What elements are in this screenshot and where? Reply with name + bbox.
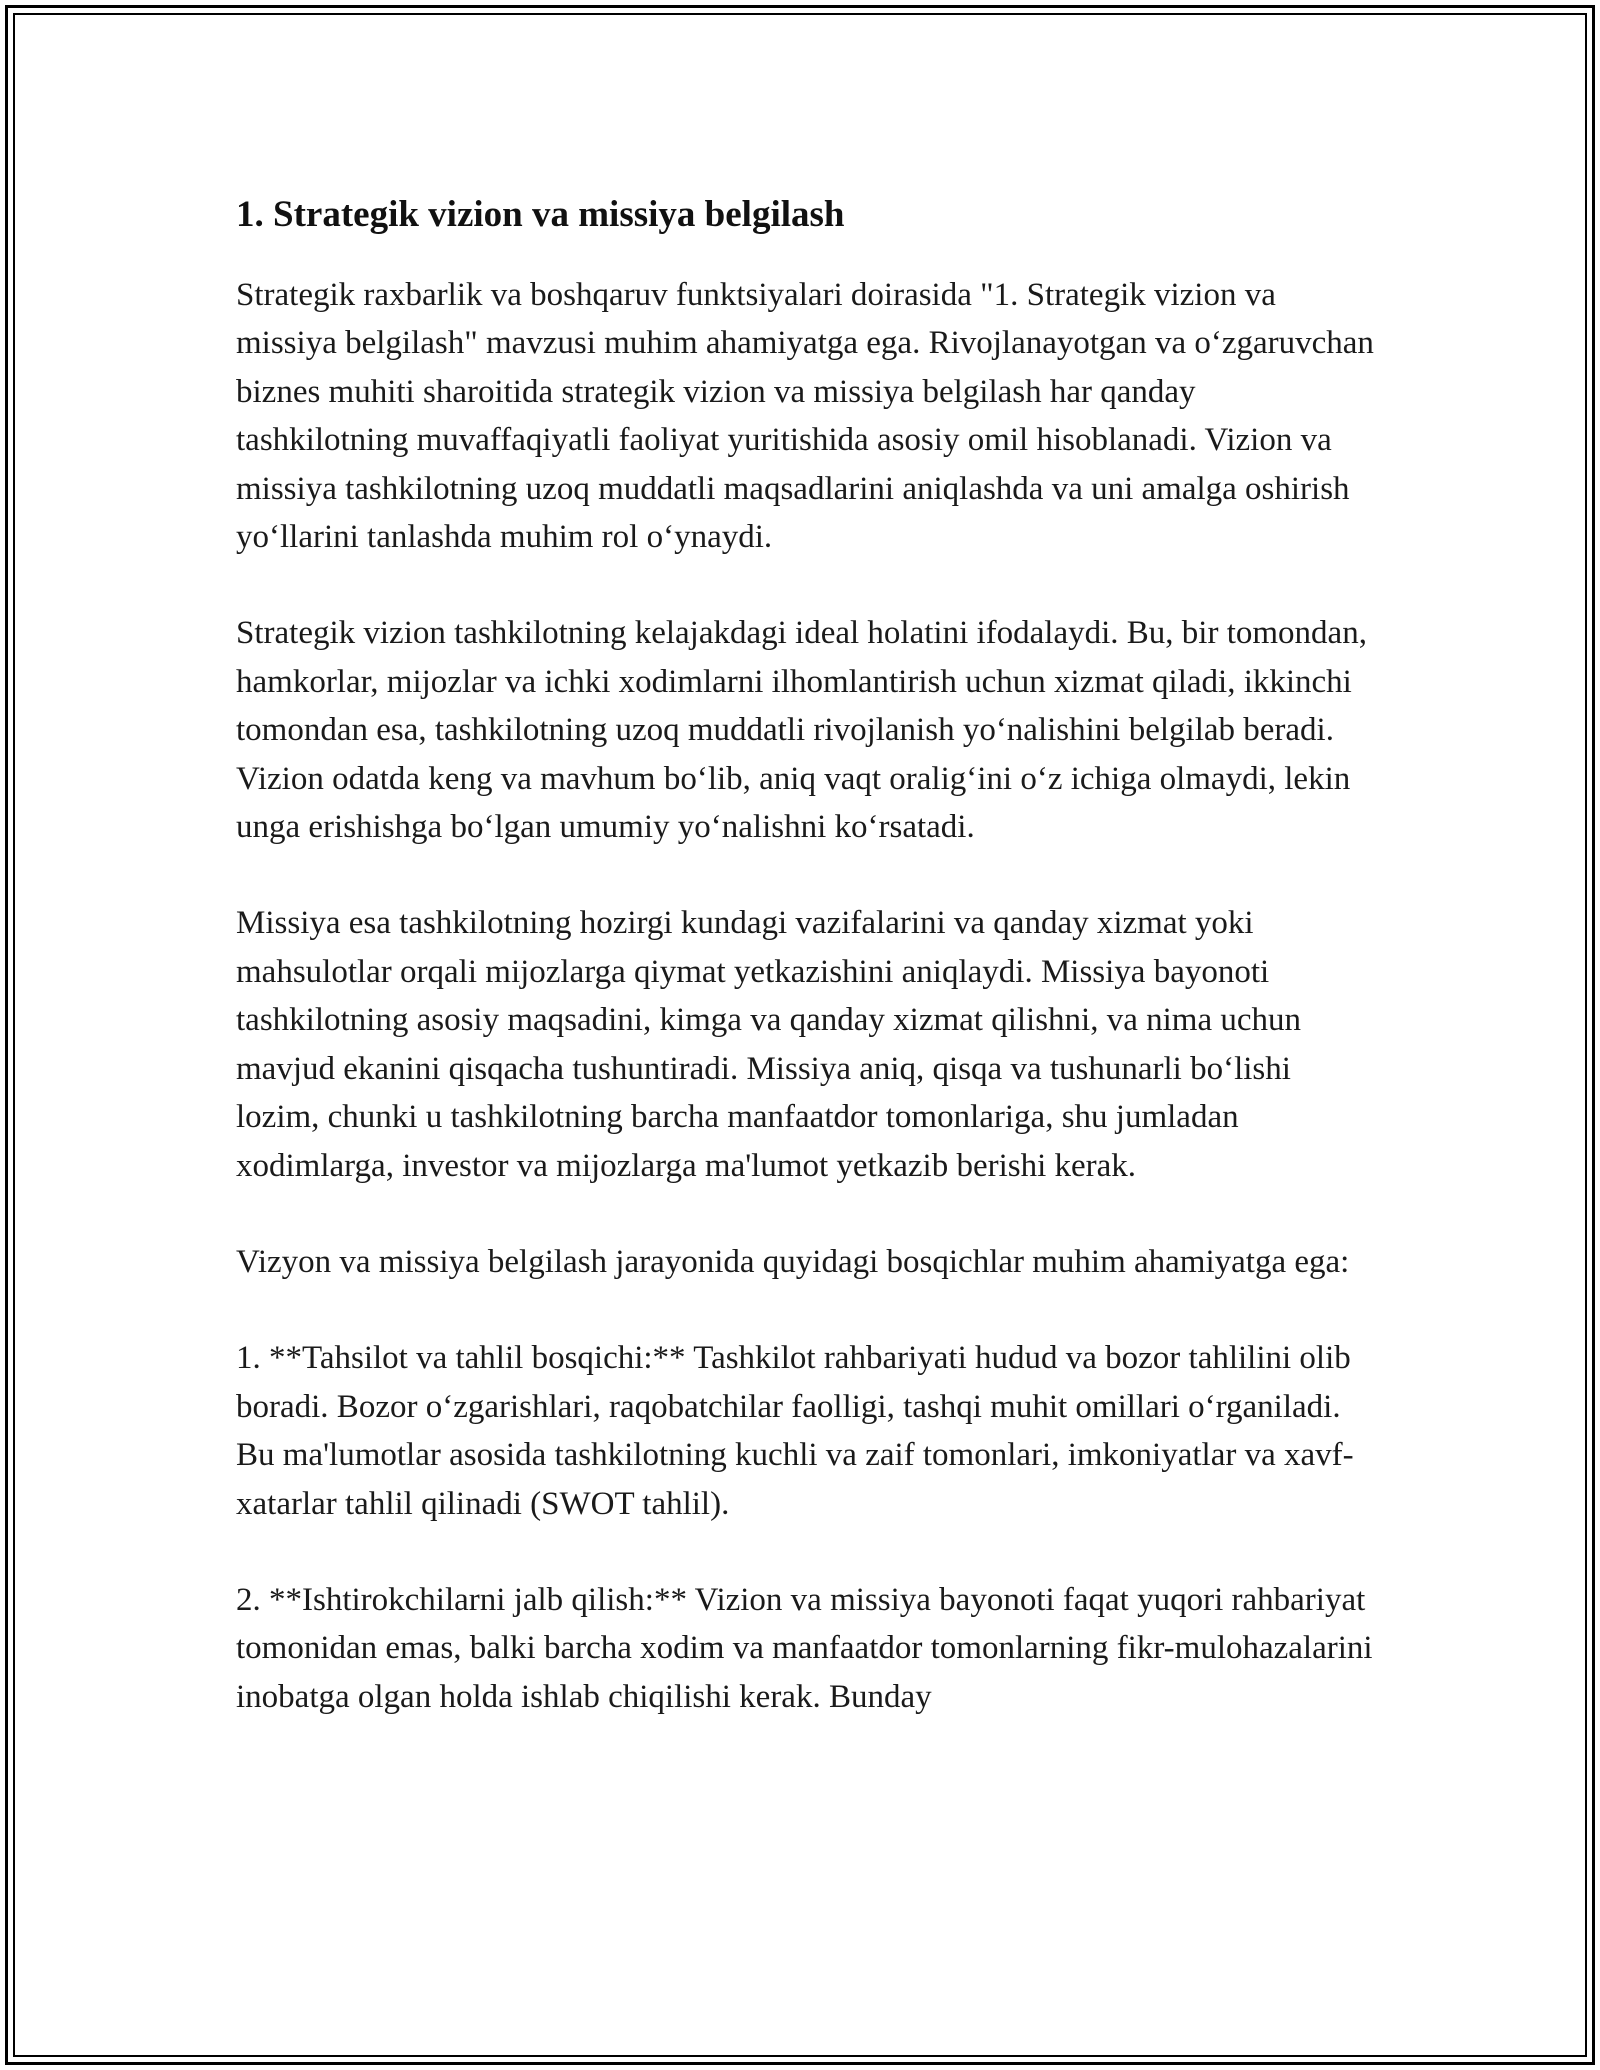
- paragraph-intro: Strategik raxbarlik va boshqaruv funktsiyalari doirasida "1. Strategik vizion va missiya belgilash" mavzusi muhim ahamiyatga ega. Rivojlanayotgan va o‘zgaruvchan biznes muhiti sharoitida strategik vizion va missiya belgilash har qanday tashkilotning muvaffaqiyatli faoliyat yuritishida asosiy omil hisoblanadi. Vizion va missiya tashkilotning uzoq muddatli maqsadlarini aniqlashda va uni amalga oshirish yo‘llarini tanlashda muhim rol o‘ynaydi.: [236, 277, 1374, 556]
- list-item-analysis-stage: 1. **Tahsilot va tahlil bosqichi:** Tashkilot rahbariyati hudud va bozor tahlilini olib boradi. Bozor o‘zgarishlari, raqobatchilar faolligi, tashqi muhit omillari o‘rganiladi. Bu ma'lumotlar asosida tashkilotning kuchli va zaif tomonlari, imkoniyatlar va xavf-xatarlar tahlil qilinadi (SWOT tahlil).: [236, 1340, 1354, 1522]
- paragraph-mission: Missiya esa tashkilotning hozirgi kundagi vazifalarini va qanday xizmat yoki mahsulotlar orqali mijozlarga qiymat yetkazishini aniqlaydi. Missiya bayonoti tashkilotning asosiy maqsadini, kimga va qanday xizmat qilishni, va nima uchun mavjud ekanini qisqacha tushuntiradi. Missiya aniq, qisqa va tushunarli bo‘lishi lozim, chunki u tashkilotning barcha manfaatdor tomonlariga, shu jumladan xodimlarga, investor va mijozlarga ma'lumot yetkazib berishi kerak.: [236, 905, 1301, 1184]
- document-page: [236, 185, 1376, 1769]
- list-item-stakeholder-involvement: 2. **Ishtirokchilarni jalb qilish:** Vizion va missiya bayonoti faqat yuqori rahbariyat tomonidan emas, balki barcha xodim va manfaatdor tomonlarning fikr-mulohazalarini inobatga olgan holda ishlab chiqilishi kerak. Bunday: [236, 1581, 1373, 1715]
- paragraph-stages-intro: Vizyon va missiya belgilash jarayonida quyidagi bosqichlar muhim ahamiyatga ega:: [236, 1243, 1350, 1280]
- document-title: 1. Strategik vizion va missiya belgilash: [236, 194, 845, 235]
- paragraph-vision: Strategik vizion tashkilotning kelajakdagi ideal holatini ifodalaydi. Bu, bir tomondan, hamkorlar, mijozlar va ichki xodimlarni ilhomlantirish uchun xizmat qiladi, ikkinchi tomondan esa, tashkilotning uzoq muddatli rivojlanish yo‘nalishini belgilab beradi. Vizion odatda keng va mavhum bo‘lib, aniq vaqt oralig‘ini o‘z ichiga olmaydi, lekin unga erishishga bo‘lgan umumiy yo‘nalishni ko‘rsatadi.: [236, 615, 1367, 846]
